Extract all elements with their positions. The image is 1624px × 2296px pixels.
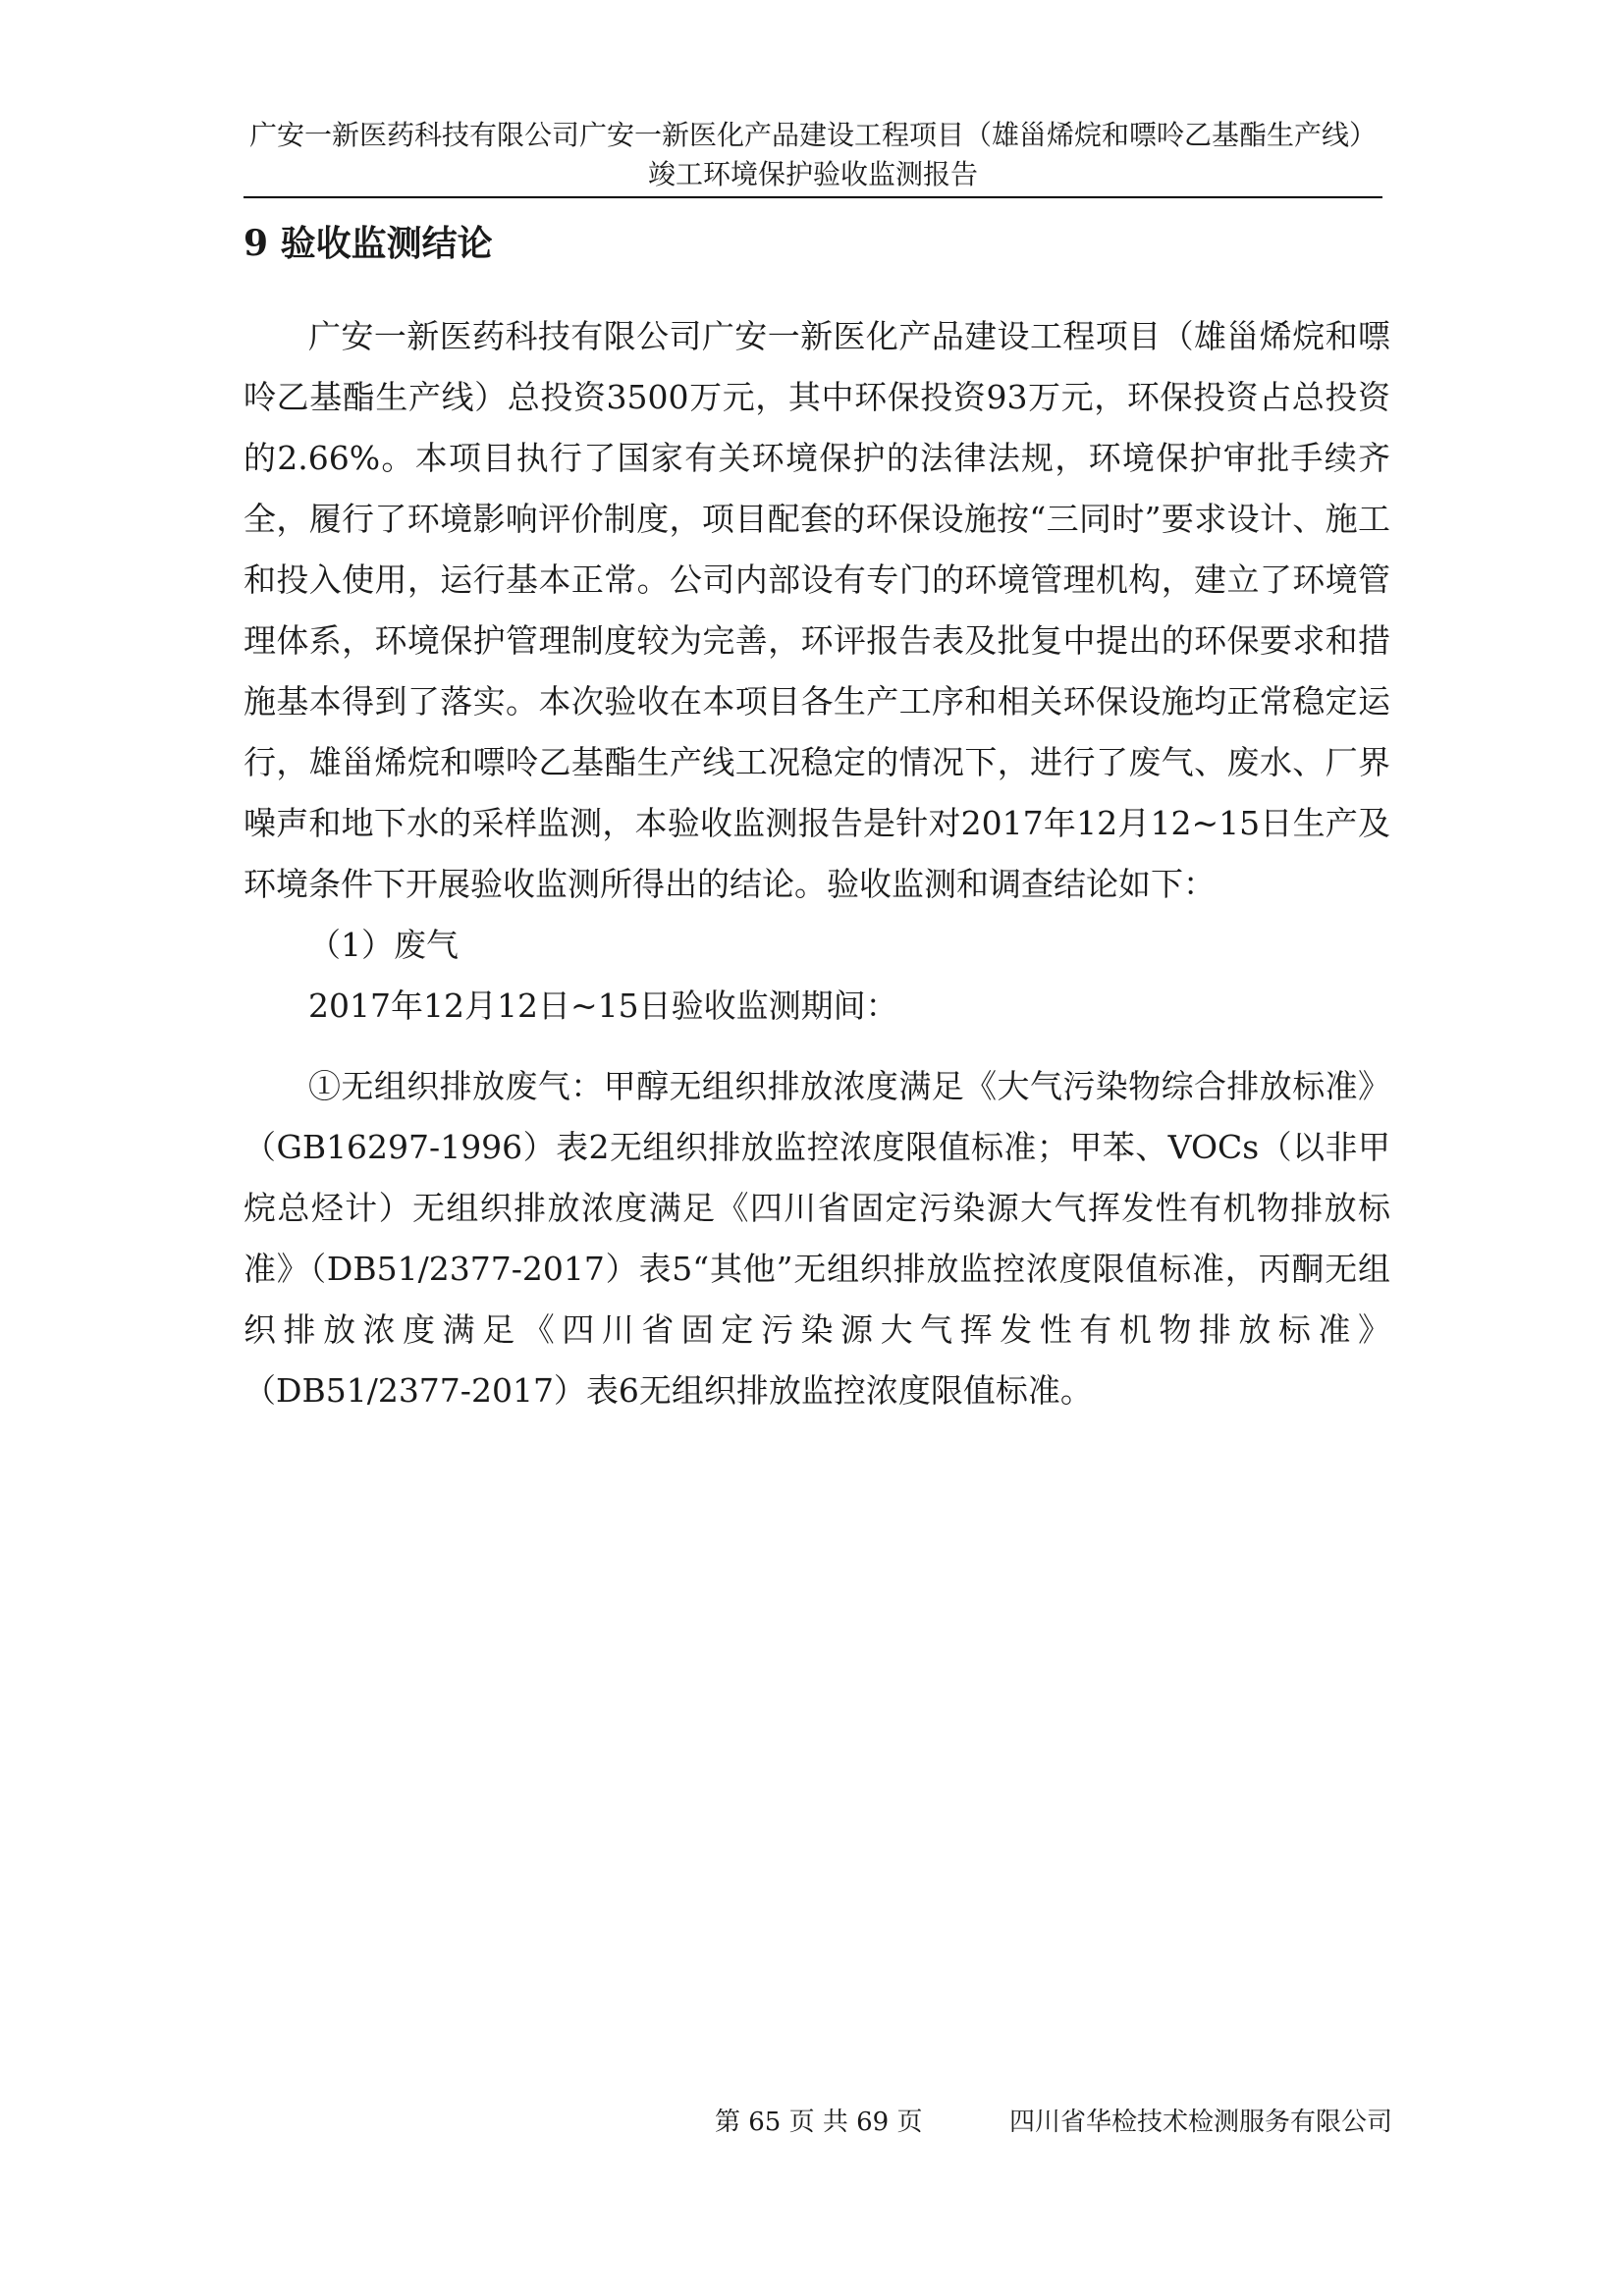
running-header: 广安一新医药科技有限公司广安一新医化产品建设工程项目（雄甾烯烷和嘌呤乙基酯生产线）竣工环境保护验收监测报告 [248,119,1377,190]
footer-company: 四川省华检技术检测服务有限公司 [1008,2108,1392,2137]
page-footer [0,2103,1624,2142]
unorganized-emission-paragraph: ①无组织排放废气：甲醇无组织排放浓度满足《大气污染物综合排放标准》（GB16297-1996）表2无组织排放监控浓度限值标准；甲苯、VOCs（以非甲烷总烃计）无组织排放浓度满足《四川省固定污染源大气挥发性有机物排放标准》（DB51/2377-2017）表5“其他”无组织排放监控浓度限值标准，丙酮无组织排放浓度满足《四川省固定污染源大气挥发性有机物排放标准》（DB51/2377-2017）表6无组织排放监控浓度限值标准。 [244,1067,1390,1410]
body-text [244,306,1390,1421]
header-divider [244,196,1382,198]
intro-paragraph: 广安一新医药科技有限公司广安一新医化产品建设工程项目（雄甾烯烷和嘌呤乙基酯生产线）总投资3500万元，其中环保投资93万元，环保投资占总投资的2.66%。本项目执行了国家有关环境保护的法律法规，环境保护审批手续齐全，履行了环境影响评价制度，项目配套的环保设施按“三同时”要求设计、施工和投入使用，运行基本正常。公司内部设有专门的环境管理机构，建立了环境管理体系，环境保护管理制度较为完善，环评报告表及批复中提出的环保要求和措施基本得到了落实。本次验收在本项目各生产工序和相关环保设施均正常稳定运行，雄甾烯烷和嘌呤乙基酯生产线工况稳定的情况下，进行了废气、废水、厂界噪声和地下水的采样监测，本验收监测报告是针对2017年12月12~15日生产及环境条件下开展验收监测所得出的结论。验收监测和调查结论如下： [244,317,1390,903]
subheading-waste-gas: （1）废气 [308,926,459,964]
monitoring-period: 2017年12月12日~15日验收监测期间： [308,987,898,1025]
page-number: 第 65 页 共 69 页 [715,2108,923,2137]
section-title: 9 验收监测结论 [244,223,493,264]
